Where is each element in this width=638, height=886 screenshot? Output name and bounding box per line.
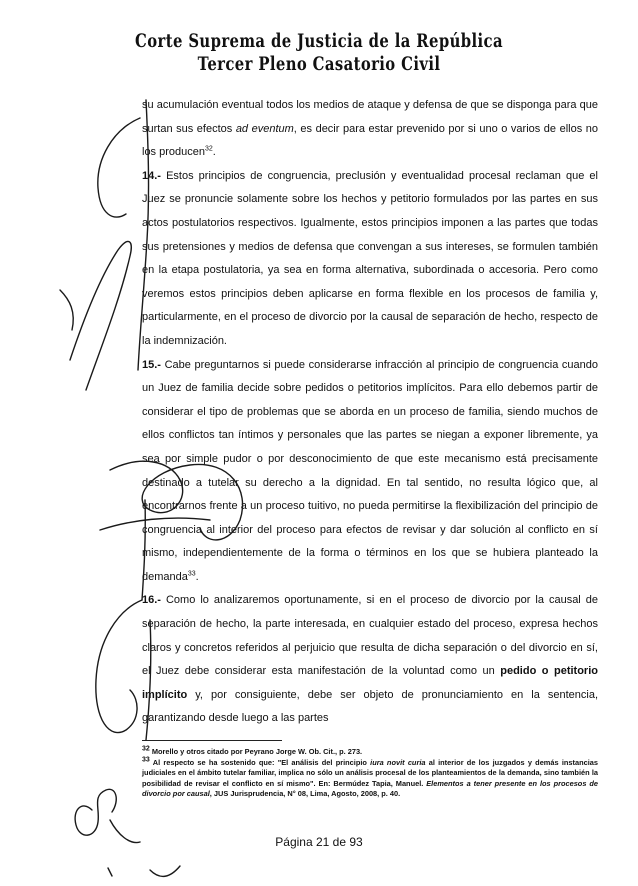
paragraph-16: 16.- Como lo analizaremos oportunamente, si en el proceso de divorcio por la causal de separación de hecho, la parte interesada, en cualquier estado del proceso, expresa hechos claros y concretos referidos al perjuicio que resulta de dicha separación o del divorcio en sí, el Juez debe considerar esta manifestación de la voluntad como un pedido o petitorio implícito y, por consiguiente, debe ser objeto de pronunciamiento en la sentencia, garantizando desde luego a las partes <box>142 594 598 725</box>
paragraph-number: 16.- <box>142 594 161 607</box>
footnote-divider <box>142 740 282 741</box>
paragraph-number: 14.- <box>142 169 161 182</box>
footnote-ref-32: 32 <box>205 145 213 153</box>
footnote-32: $^{32}$ Morello y otros citado por Peyrano Jorge W. Ob. Cit., p. 273. <box>142 745 363 756</box>
footnotes <box>142 747 598 800</box>
signature-scribble-mid <box>70 241 131 390</box>
paragraph-14: 14.- Estos principios de congruencia, preclusión y eventualidad procesal reclaman que el Juez se pronuncie solamente sobre los hechos y petitorio formulados por las partes en sus actos postulatorios respectivos. Igualmente, estos principios imponen a las partes que todas sus pretensiones y medios de defensa que convengan a sus intereses, se formulen también en la etapa postulatoria, ya sea en forma alternativa, subordinada o accesoria. Pero como veremos estos principios deben aplicarse en forma flexible en los procesos de familia y, particularmente, en el proceso de divorcio por la causal de separación de hecho, respecto de la indemnización. <box>142 169 598 347</box>
court-header-title: Corte Suprema de Justicia de la República <box>135 30 503 52</box>
body-text <box>142 94 598 731</box>
signature-mark-lower <box>96 600 142 733</box>
paragraph-continuation: su acumulación eventual todos los medios de ataque y defensa de que se disponga para que surtan sus efectos ad eventum, es decir para estar prevenido por si uno o varios de ellos no los producen$^{32}$. <box>142 99 599 159</box>
signature-mark-upper <box>98 118 140 217</box>
footnote-33: $^{33}$ Al respecto se ha sostenido que: "El análisis del principio iura novit curia al interior de los juzgados y demás instancias judiciales en el ámbito tutelar familiar, implica no sólo un análisis procesal de los planteamientos de la demanda, sino también la posibilidad de revisar el conflicto en sí mismo". En: Bermúdez Tapia, Manuel. Elementos a tener presente en los procesos de divorcio por causal, JUS Jurisprudencia, N° 08, Lima, Agosto, 2008, p. 40. <box>142 756 598 798</box>
footnote-ref-33: 33 <box>187 570 196 578</box>
court-header-subtitle: Tercer Pleno Casatorio Civil <box>197 53 441 75</box>
paragraph-number: 15.- <box>142 358 161 371</box>
paragraph-15: 15.- Cabe preguntarnos si puede considerarse infracción al principio de congruencia cuando un Juez de familia decide sobre pedidos o petitorios implícitos. Para ello debemos partir de considerar el tipo de problemas que se aborda en un proceso de familia, siendo muchos de ellos conflictos tan íntimos y personales que las partes se niegan a exponer libremente, ya sea por simple pudor o por desconocimiento de que este mecanismo está precisamente destinado a tutelar su derecho a la dignidad. En tal sentido, no resulta lógico que, al encontrarnos frente a un proceso tuitivo, no pueda permitirse la flexibilización del principio de congruencia al interior del proceso para efectos de revisar y dar solución al conflicto en sí mismo, independientemente de la forma o términos en los que se hubiera planteado la demanda$^{33}$. <box>142 358 598 583</box>
page-number: Página 21 de 93 <box>275 835 363 849</box>
initials-mark <box>75 789 116 835</box>
